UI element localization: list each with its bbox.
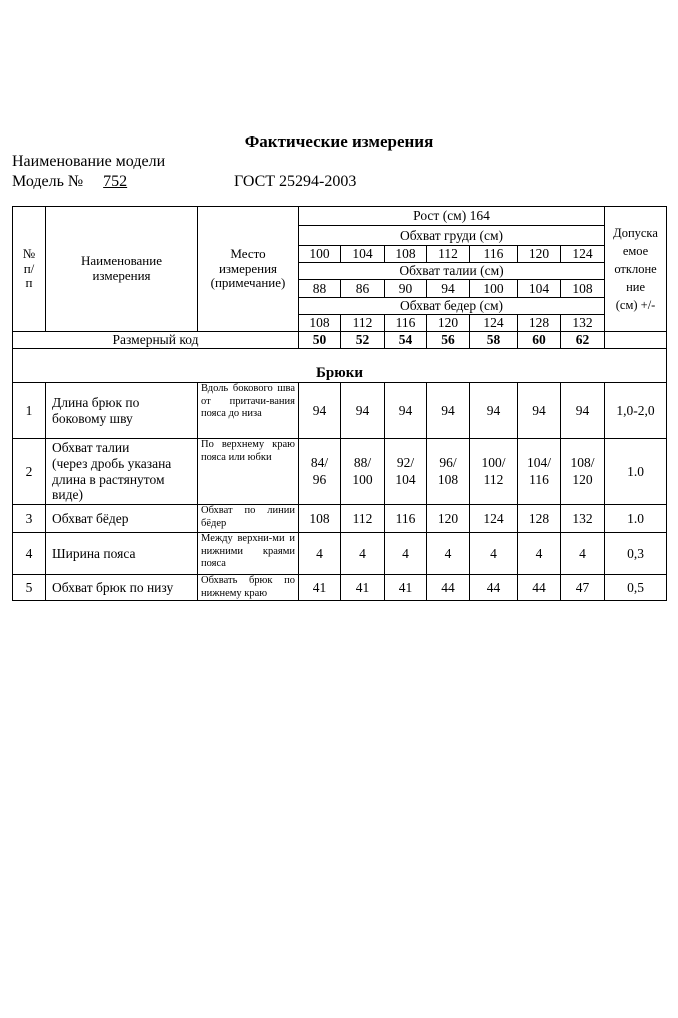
- model-number-value: 752: [103, 173, 128, 190]
- row-place: Между верхни-ми и нижними краями пояса: [198, 533, 299, 575]
- chest-value: 104: [341, 246, 385, 263]
- header-hips-label: Обхват бедер (см): [299, 298, 605, 315]
- row-tolerance: 1.0: [605, 505, 667, 533]
- waist-value: 86: [341, 280, 385, 298]
- row-value: [518, 505, 561, 533]
- row-value: [518, 383, 561, 439]
- model-number-line: [12, 173, 143, 191]
- text-line: 88/: [353, 454, 372, 470]
- text-line: №: [22, 245, 36, 261]
- row-value: [385, 533, 427, 575]
- text-line: 96: [312, 471, 327, 487]
- row-value: [427, 439, 470, 505]
- size-code-value: 56: [427, 332, 470, 349]
- waist-value: 100: [470, 280, 518, 298]
- row-value: [427, 383, 470, 439]
- text-line: (см) +/-: [615, 298, 656, 313]
- measurements-table: [12, 206, 667, 601]
- row-value: [561, 383, 605, 439]
- table-row: [13, 439, 667, 505]
- row-value: [561, 575, 605, 601]
- text-line: 112: [483, 471, 504, 487]
- row-value: [427, 505, 470, 533]
- text-line: (через дробь указана: [52, 455, 172, 471]
- model-number-label: Модель №: [12, 173, 84, 190]
- text-line: измерения: [92, 268, 151, 283]
- row-value: [470, 383, 518, 439]
- size-code-value: 50: [299, 332, 341, 349]
- row-value: [518, 575, 561, 601]
- row-place: Вдоль бокового шва от притачи-вания пояса до низа: [198, 383, 299, 439]
- row-value: [385, 383, 427, 439]
- table-row: [13, 505, 667, 533]
- size-code-empty: [605, 332, 667, 349]
- row-tolerance: 0,3: [605, 533, 667, 575]
- text-line: 104/: [526, 454, 551, 470]
- text-line: емое: [622, 243, 649, 258]
- hips-value: 108: [299, 315, 341, 332]
- text-line: Место: [230, 245, 266, 261]
- text-line: 116: [395, 510, 416, 526]
- chest-value: 124: [561, 246, 605, 263]
- row-value: [561, 505, 605, 533]
- row-name: [46, 533, 198, 575]
- text-line: измерения: [218, 260, 278, 276]
- text-line: 84/: [310, 454, 329, 470]
- text-line: 44: [486, 579, 501, 595]
- hips-value: 120: [427, 315, 470, 332]
- row-value: [341, 575, 385, 601]
- size-code-value: 60: [518, 332, 561, 349]
- chest-value: 116: [470, 246, 518, 263]
- chest-value: 112: [427, 246, 470, 263]
- row-value: [561, 439, 605, 505]
- row-value: [299, 505, 341, 533]
- table-row: [13, 575, 667, 601]
- row-value: [518, 439, 561, 505]
- hips-value: 116: [385, 315, 427, 332]
- text-line: 94: [441, 402, 455, 418]
- row-value: [299, 439, 341, 505]
- header-chest-label: Обхват груди (см): [299, 226, 605, 246]
- header-number: [13, 207, 46, 332]
- waist-value: 108: [561, 280, 605, 298]
- text-line: п/: [23, 260, 35, 276]
- text-line: 94: [398, 402, 413, 418]
- table-row: [13, 349, 667, 383]
- row-value: [385, 505, 427, 533]
- row-number: 2: [13, 439, 46, 505]
- row-value: [299, 575, 341, 601]
- row-value: [341, 533, 385, 575]
- text-line: п: [25, 275, 33, 291]
- text-line: Обхват брюк по низу: [52, 579, 174, 595]
- text-line: отклоне: [614, 261, 657, 276]
- text-line: 108: [309, 510, 330, 526]
- text-line: (примечание): [210, 275, 286, 291]
- row-value: [518, 533, 561, 575]
- hips-value: 128: [518, 315, 561, 332]
- text-line: 94: [532, 402, 546, 418]
- header-height: Рост (см) 164: [299, 207, 605, 226]
- hips-value: 112: [341, 315, 385, 332]
- row-place: Обхвать брюк по нижнему краю: [198, 575, 299, 601]
- table-row: [13, 332, 667, 349]
- row-value: [470, 505, 518, 533]
- row-value: [427, 575, 470, 601]
- text-line: 4: [316, 545, 323, 561]
- text-line: виде): [52, 487, 83, 503]
- size-code-value: 62: [561, 332, 605, 349]
- waist-value: 104: [518, 280, 561, 298]
- row-tolerance: 0,5: [605, 575, 667, 601]
- text-line: ние: [626, 280, 645, 295]
- waist-value: 94: [427, 280, 470, 298]
- text-line: 112: [352, 510, 373, 526]
- row-value: [470, 575, 518, 601]
- text-line: Обхват бёдер: [52, 510, 129, 526]
- row-tolerance: 1.0: [605, 439, 667, 505]
- row-value: [385, 575, 427, 601]
- text-line: 94: [486, 402, 501, 418]
- row-place: Обхват по линии бёдер: [198, 505, 299, 533]
- size-code-value: 58: [470, 332, 518, 349]
- text-line: 100/: [481, 454, 506, 470]
- header-place: [198, 207, 299, 332]
- text-line: 41: [355, 579, 370, 595]
- row-name: [46, 505, 198, 533]
- text-line: 4: [402, 545, 409, 561]
- text-line: 4: [490, 545, 497, 561]
- text-line: Длина брюк по: [52, 394, 140, 410]
- model-name-label: Наименование модели: [12, 153, 166, 170]
- waist-value: 88: [299, 280, 341, 298]
- text-line: 94: [575, 402, 590, 418]
- row-number: 3: [13, 505, 46, 533]
- text-line: 120: [437, 510, 459, 526]
- text-line: 116: [529, 471, 549, 487]
- row-value: [299, 533, 341, 575]
- row-number: 1: [13, 383, 46, 439]
- row-number: 5: [13, 575, 46, 601]
- row-value: [427, 533, 470, 575]
- text-line: 94: [312, 402, 327, 418]
- table-row: [13, 383, 667, 439]
- text-line: Обхват талии: [52, 440, 130, 456]
- row-value: [561, 533, 605, 575]
- hips-value: 124: [470, 315, 518, 332]
- text-line: 44: [532, 579, 546, 595]
- table-row: [13, 533, 667, 575]
- text-line: Допуска: [613, 225, 658, 240]
- header-waist-label: Обхват талии (см): [299, 263, 605, 280]
- header-tolerance: [605, 207, 667, 332]
- gost-standard: ГОСТ 25294-2003: [234, 173, 357, 190]
- text-line: 128: [528, 510, 550, 526]
- text-line: боковому шву: [52, 410, 133, 426]
- row-value: [385, 439, 427, 505]
- chest-value: 100: [299, 246, 341, 263]
- text-line: 124: [483, 510, 504, 526]
- row-place: По верхнему краю пояса или юбки: [198, 439, 299, 505]
- row-value: [341, 439, 385, 505]
- text-line: 41: [312, 579, 327, 595]
- row-name: [46, 575, 198, 601]
- text-line: 104: [395, 471, 416, 487]
- text-line: 44: [441, 579, 455, 595]
- row-value: [341, 383, 385, 439]
- chest-value: 108: [385, 246, 427, 263]
- text-line: 41: [398, 579, 413, 595]
- text-line: 94: [355, 402, 370, 418]
- text-line: 4: [579, 545, 586, 561]
- text-line: 96/: [439, 454, 457, 470]
- text-line: 4: [535, 545, 543, 561]
- text-line: 120: [572, 471, 593, 487]
- table-row: [13, 207, 667, 226]
- row-value: [299, 383, 341, 439]
- row-value: [470, 533, 518, 575]
- text-line: Ширина пояса: [52, 545, 136, 561]
- waist-value: 90: [385, 280, 427, 298]
- row-value: [470, 439, 518, 505]
- text-line: 108/: [570, 454, 595, 470]
- header-name: [46, 207, 198, 332]
- text-line: 100: [352, 471, 373, 487]
- text-line: 47: [575, 579, 590, 595]
- row-tolerance: 1,0-2,0: [605, 383, 667, 439]
- row-number: 4: [13, 533, 46, 575]
- text-line: длина в растянутом: [52, 471, 165, 487]
- document-title: Фактические измерения: [244, 132, 434, 151]
- text-line: 132: [572, 510, 593, 526]
- size-code-value: 54: [385, 332, 427, 349]
- size-code-value: 52: [341, 332, 385, 349]
- text-line: Наименование: [81, 253, 162, 269]
- text-line: 4: [359, 545, 366, 561]
- size-code-label: Размерный код: [13, 332, 299, 349]
- chest-value: 120: [518, 246, 561, 263]
- section-title: Брюки: [13, 349, 667, 383]
- hips-value: 132: [561, 315, 605, 332]
- row-name: [46, 383, 198, 439]
- text-line: 92/: [396, 454, 415, 470]
- text-line: 108: [437, 471, 459, 487]
- row-value: [341, 505, 385, 533]
- row-name: [46, 439, 198, 505]
- text-line: 4: [444, 545, 452, 561]
